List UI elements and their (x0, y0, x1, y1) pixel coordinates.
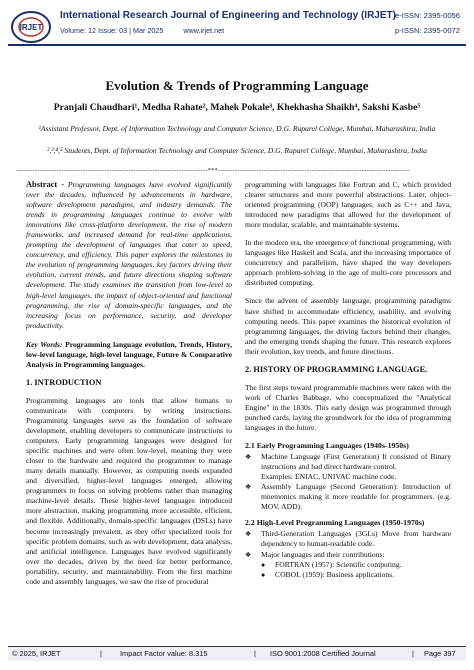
footer-iso: ISO 9001:2008 Certified Journal (270, 649, 376, 658)
diamond-bullet-icon: ❖ (245, 550, 252, 559)
early-list-item: Examples: ENIAC, UNIVAC machine code. (261, 472, 397, 482)
keywords (26, 340, 232, 370)
journal-volume-issue: Volume: 12 Issue: 03 | Mar 2025 www.irjet.net (60, 26, 225, 35)
sub-list-item: ● COBOL (1959): Business applications. (261, 569, 395, 579)
footer-divider: | (100, 649, 102, 658)
intro-heading: 1. INTRODUCTION (26, 377, 102, 387)
footer-divider: | (412, 649, 414, 658)
right-paragraph-3: Since the advent of assembly language, programming paradigms have shifted to accommodate efficiency, usability, and evolving computing needs. This paper examines the historical evolution of programming languages, the driving factors behind their changes, and the emerging trends shaping the future. This research explores their evolution, key trends, and future directions. (245, 296, 451, 356)
journal-logo (10, 8, 56, 46)
right-paragraph-2: In the modern era, the emergence of functional programming, with languages like Haskell and Scala, and the increasing importance of concurrency and parallelism, have shaped the way developers approach problem-solving in the age of multi-core processors and distributed computing. (245, 238, 451, 288)
footer-divider: | (254, 649, 256, 658)
abstract-text: Programming languages have evolved significantly over the decades, influenced by advancements in hardware, software development paradigms, and industry demands. The trends in programming languages continue to evolve with innovations like cross-platform development, the rise of modern frameworks, and increased demand for real-time applications, prompting the development of languages that cater to speed, concurrency, and efficiency. This paper explores the milestones in the evolution of programming languages, key factors driving their evolution, current trends, and future directions shaping software development. The study examines the transition from low-level to high-level languages, the impact of object-oriented and functional programming, the rise of domain-specific languages, and the increasing focus on performance, security, and developer productivity. (26, 180, 232, 330)
abstract (26, 180, 232, 331)
abstract-label: Abstract - (26, 180, 65, 189)
circle-bullet-icon: ● (261, 570, 266, 579)
diamond-bullet-icon: ❖ (245, 530, 252, 539)
eissn: e-ISSN: 2395-0056 (394, 11, 460, 20)
journal-title: International Research Journal of Engineering and Technology (IRJET) (60, 10, 396, 21)
pissn: p-ISSN: 2395-0072 (394, 26, 460, 35)
page-footer (8, 646, 466, 661)
history-heading: 2. HISTORY OF PROGRAMMING LANGUAGE. (245, 364, 428, 374)
history-text: The first steps toward programmable machines were taken with the work of Charles Babbage, who conceptualized the "Analytical Engine" in the 1830s. This early design was programmed through punched cards, laying the groundwork for the idea of programming languages in the future. (245, 382, 451, 432)
affiliation-2: ²,³,⁴,⁵ Students, Dept. of Information Technology and Computer Science, D.G. Ruparel College, Mumbai, Maharashtra, India (47, 146, 427, 155)
right-column (245, 180, 451, 580)
logo-text: IRJET (19, 23, 43, 32)
keywords-text: Programming language evolution, Trends, History, low-level language, high-level language, Future & Comparative Analysis in Programming languages. (26, 339, 232, 369)
high-list-item: ❖ Third-Generation Languages (3GLs) Move from hardware dependency to human-readable code. (245, 529, 451, 549)
section-separator: --------------------------------------------------------------------------------***-------------------------------------------------------------------------------- (16, 168, 410, 174)
author-list: Pranjali Chaudhari¹, Medha Rahate², Mahek Pokale³, Khekhasha Shaikh⁴, Sakshi Kasbe⁵ (53, 102, 421, 113)
early-list-item: ❖ Machine Language (First Generation) It consisted of Binary instructions and had direct hardware control. (245, 452, 451, 472)
right-paragraph-1: programming with languages like Fortran and C, which provided clearer structures and more powerful abstractions. Later, object-oriented programming (OOP) languages, such as C++ and Java, introduced new paradigms that allowed for the development of more modular, scalable, and maintainable systems. (245, 180, 451, 230)
footer-copyright: © 2025, IRJET (12, 649, 61, 658)
high-list-item: ❖ Major languages and their contributions: (245, 549, 385, 559)
paper-title: Evolution & Trends of Programming Language (105, 78, 369, 93)
sub-list-item: ● FORTRAN (1957): Scientific computing. (261, 559, 402, 569)
circle-bullet-icon: ● (261, 560, 266, 569)
footer-page-number: Page 397 (424, 649, 456, 658)
footer-impact-factor: Impact Factor value: 8.315 (120, 649, 208, 658)
diamond-bullet-icon: ❖ (245, 453, 252, 462)
early-list-item: ❖ Assembly Language (Second Generation): Introduction of mnemonics making it more readable for programmers. (e.g. MOV, ADD). (245, 482, 451, 512)
diamond-bullet-icon: ❖ (245, 483, 252, 492)
left-column (26, 180, 232, 587)
intro-text: Programming languages are tools that allow humans to communicate with computers by writing instructions. Programming languages serve as the foundation of software development, enabling developers to communicate instructions to computers. Early programming languages were designed for specific machines and were often low-level, meaning they were closer to the hardware and required the programmer to manage many details manually. However, as computing needs expanded and diversified, higher-level languages emerged, allowing programmers to focus on solving problems rather than managing machine-level details. These higher-level languages introduced more abstraction, making programming more accessible, efficient, and flexible. Additionally, domain-specific languages (DSLs) have become increasingly prevalent, as they offer specialized tools for specific problem domains, such as web development, data analysis, and artificial intelligence. Languages have evolved significantly over the decades, driven by the need for better performance, portability, security, and maintainability. From the first machine code and assembly languages, we saw the rise of procedural (26, 395, 232, 586)
high-level-languages-heading: 2.2 High-Level Programming Languages (1950-1970s) (245, 518, 425, 528)
keywords-label: Key Words: (26, 339, 63, 349)
affiliation-1: ¹Assistant Professor, Dept. of Information Technology and Computer Science, D.G. Ruparel College, Mumbai, Maharashtra, India (38, 124, 436, 133)
header-divider (8, 44, 466, 46)
early-languages-heading: 2.1 Early Programming Languages (1940s-1950s) (245, 441, 409, 451)
